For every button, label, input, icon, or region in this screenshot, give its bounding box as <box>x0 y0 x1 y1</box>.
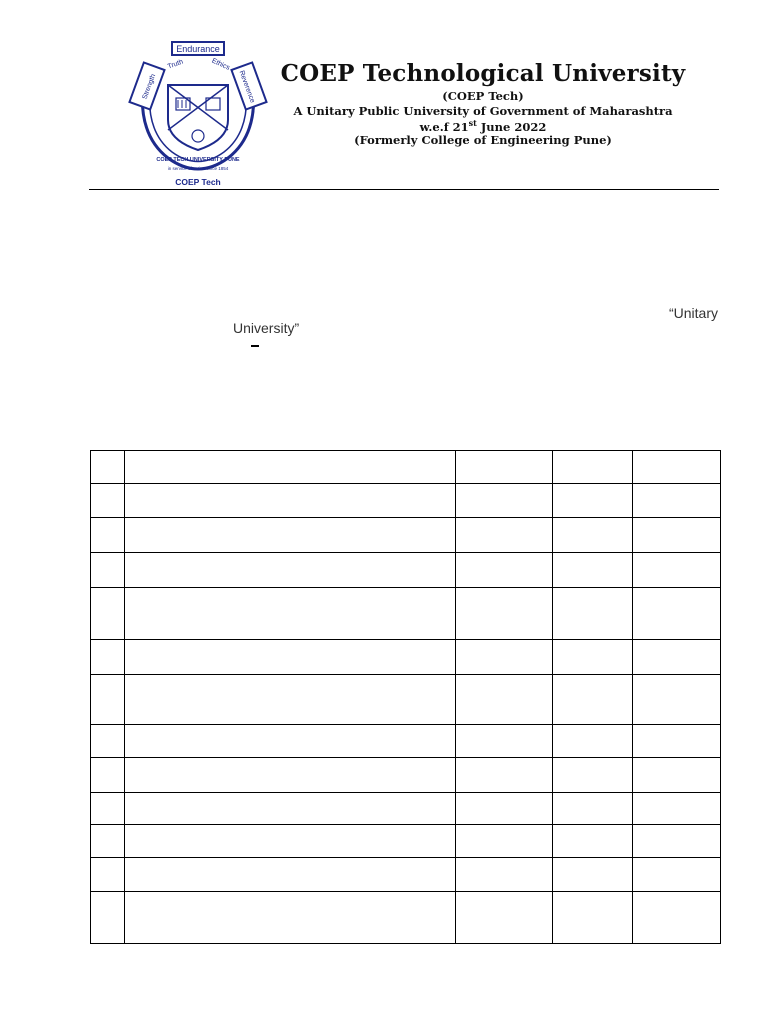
table-cell <box>456 892 553 944</box>
effective-date-line <box>268 118 698 134</box>
table-row <box>91 518 721 553</box>
table-cell <box>633 758 721 793</box>
table-cell <box>91 793 125 825</box>
table-cell <box>125 640 456 675</box>
table-cell <box>553 588 633 640</box>
table-cell <box>553 518 633 553</box>
logo-banner-mid-left: Truth <box>166 58 185 71</box>
table-cell <box>91 553 125 588</box>
text-fragment-university: University” <box>233 320 300 336</box>
table-cell <box>125 484 456 518</box>
table-cell <box>125 588 456 640</box>
logo-banner-top: Endurance <box>176 44 220 54</box>
table-cell <box>91 892 125 944</box>
table-cell <box>91 640 125 675</box>
table-cell <box>125 553 456 588</box>
table-cell <box>125 451 456 484</box>
table-cell <box>553 825 633 858</box>
text-fragment-unitary: “Unitary <box>669 305 719 321</box>
table-cell <box>633 588 721 640</box>
logo-ring-text: COEP TECH UNIVERSITY PUNE <box>156 157 240 163</box>
logo-banner-left: Strength <box>141 73 158 101</box>
former-name-line: (Formerly College of Engineering Pune) <box>354 133 612 147</box>
effective-date-suffix: June 2022 <box>476 119 547 134</box>
table-cell <box>456 793 553 825</box>
table-cell <box>91 484 125 518</box>
table-cell <box>91 825 125 858</box>
table-cell <box>553 892 633 944</box>
table-cell <box>456 640 553 675</box>
table-cell <box>456 825 553 858</box>
table-cell <box>456 588 553 640</box>
data-table <box>90 450 721 944</box>
table-cell <box>456 725 553 758</box>
table-cell <box>125 518 456 553</box>
table-cell <box>91 451 125 484</box>
table-cell <box>125 858 456 892</box>
table-cell <box>553 451 633 484</box>
table-cell <box>553 675 633 725</box>
table-cell <box>91 758 125 793</box>
table-cell <box>633 892 721 944</box>
logo-banner-right: Reverence <box>237 69 256 104</box>
table-row <box>91 675 721 725</box>
table-cell <box>633 484 721 518</box>
table-cell <box>633 640 721 675</box>
table-cell <box>456 553 553 588</box>
table-cell <box>553 758 633 793</box>
table-cell <box>456 484 553 518</box>
university-status-line: A Unitary Public University of Government of Maharashtra <box>293 104 673 118</box>
table-cell <box>456 675 553 725</box>
table-row <box>91 725 721 758</box>
table-row <box>91 858 721 892</box>
table-row <box>91 758 721 793</box>
table-cell <box>553 553 633 588</box>
table-cell <box>456 758 553 793</box>
table-cell <box>125 793 456 825</box>
table-cell <box>91 518 125 553</box>
table-row <box>91 451 721 484</box>
effective-date-superscript: st <box>468 118 477 128</box>
logo-caption: COEP Tech <box>175 177 221 187</box>
table-cell <box>91 675 125 725</box>
table-cell <box>633 518 721 553</box>
table-cell <box>125 675 456 725</box>
table-cell <box>553 793 633 825</box>
table-cell <box>633 858 721 892</box>
table-cell <box>633 451 721 484</box>
table-cell <box>91 858 125 892</box>
effective-date-prefix: w.e.f 21 <box>419 119 469 134</box>
table-cell <box>456 451 553 484</box>
table-row <box>91 553 721 588</box>
table-cell <box>456 518 553 553</box>
dash-mark <box>251 345 259 347</box>
university-logo <box>128 40 268 190</box>
logo-ring-subtext: in service of nation since 1854 <box>167 166 229 171</box>
table-cell <box>553 484 633 518</box>
logo-banner-mid-right: Ethics <box>210 57 231 72</box>
table-cell <box>125 892 456 944</box>
table-cell <box>91 725 125 758</box>
university-short-name: (COEP Tech) <box>442 89 524 103</box>
table-row <box>91 588 721 640</box>
table-cell <box>125 758 456 793</box>
table-row <box>91 793 721 825</box>
table-cell <box>553 725 633 758</box>
table-cell <box>633 553 721 588</box>
table-cell <box>553 640 633 675</box>
table-cell <box>125 725 456 758</box>
header-divider <box>89 189 719 190</box>
table-cell <box>91 588 125 640</box>
university-title: COEP Technological University <box>280 60 686 87</box>
table-cell <box>553 858 633 892</box>
table-cell <box>125 825 456 858</box>
table-cell <box>633 825 721 858</box>
table-row <box>91 640 721 675</box>
table-cell <box>633 675 721 725</box>
table-row <box>91 892 721 944</box>
table-row <box>91 825 721 858</box>
table-row <box>91 484 721 518</box>
table-cell <box>456 858 553 892</box>
table-cell <box>633 725 721 758</box>
table-cell <box>633 793 721 825</box>
